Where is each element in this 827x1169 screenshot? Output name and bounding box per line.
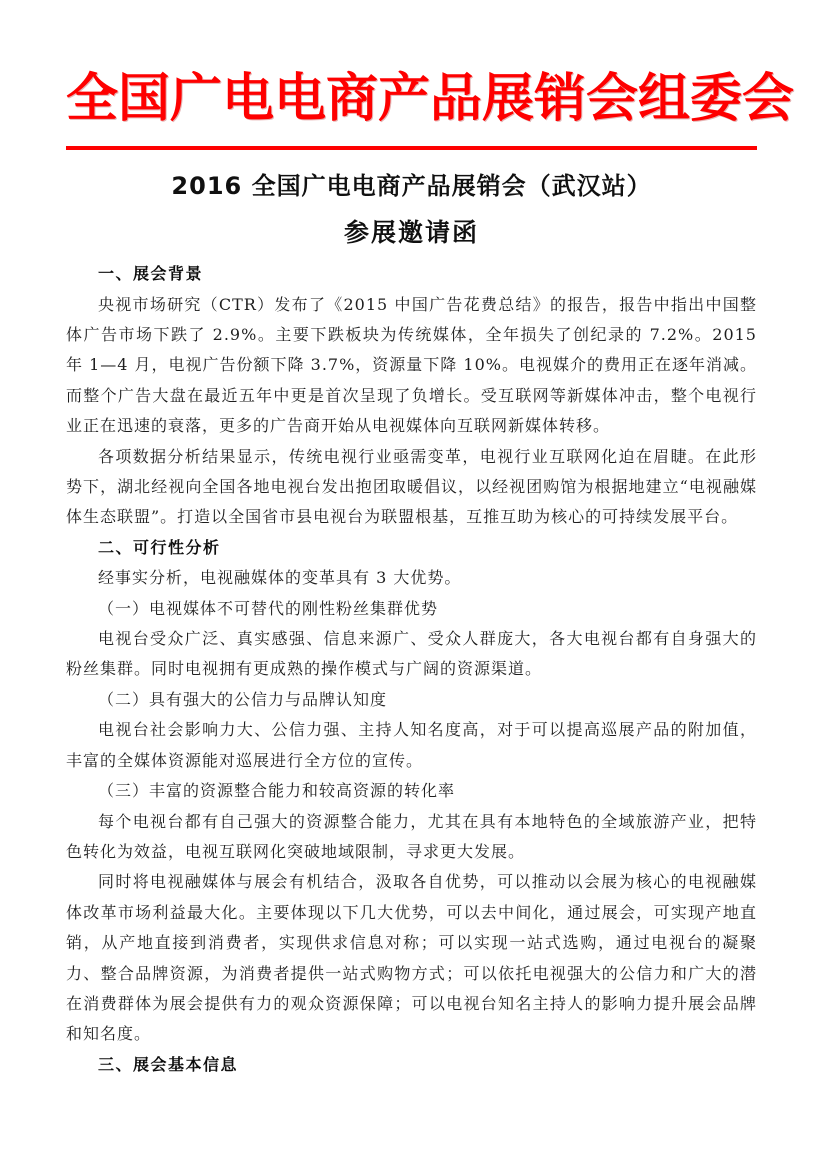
header-divider	[66, 146, 757, 150]
section-heading-background: 一、展会背景	[98, 264, 204, 284]
paragraph: （三）丰富的资源整合能力和较高资源的转化率	[98, 781, 456, 801]
paragraph: 经事实分析，电视融媒体的变革具有 3 大优势。	[98, 568, 462, 588]
paragraph: 各项数据分析结果显示，传统电视行业亟需变革，电视行业互联网化迫在眉睫。在此形势下，湖北经视向全国各地电视台发出抱团取暖倡议，以经视团购馆为根据地建立“电视融媒体生态联盟”。打造以全国省市县电视台为联盟根基，互推互助为核心的可持续发展平台。	[66, 446, 757, 527]
doc-title: 2016 全国广电电商产品展销会（武汉站）	[171, 172, 652, 201]
paragraph: 央视市场研究（CTR）发布了《2015 中国广告花费总结》的报告，报告中指出中国整体广告市场下跌了 2.9%。主要下跌板块为传统媒体，全年损失了创纪录的 7.2%。2015 年 1—4 月，电视广告份额下降 3.7%，资源量下降 10%。电视媒介的费用正在逐年消减。而整个广告大盘在最近五年中更是首次呈现了负增长。受互联网等新媒体冲击，整个电视行业正在迅速的衰落，更多的广告商开始从电视媒体向互联网新媒体转移。	[66, 294, 757, 436]
section-heading-feasibility: 二、可行性分析	[98, 537, 221, 557]
org-title: 全国广电电商产品展销会组委会	[66, 68, 795, 129]
paragraph: 电视台社会影响力大、公信力强、主持人知名度高，对于可以提高巡展产品的附加值，丰富的全媒体资源能对巡展进行全方位的宣传。	[66, 720, 757, 770]
paragraph: 同时将电视融媒体与展会有机结合，汲取各自优势，可以推动以会展为核心的电视融媒体改革市场利益最大化。主要体现以下几大优势，可以去中间化，通过展会，可实现产地直销，从产地直接到消费者，实现供求信息对称；可以实现一站式选购，通过电视台的凝聚力、整合品牌资源，为消费者提供一站式购物方式；可以依托电视强大的公信力和广大的潜在消费群体为展会提供有力的观众资源保障；可以电视台知名主持人的影响力提升展会品牌和知名度。	[66, 872, 757, 1044]
paragraph: （一）电视媒体不可替代的刚性粉丝集群优势	[98, 598, 439, 618]
paragraph: （二）具有强大的公信力与品牌认知度	[98, 689, 388, 709]
paragraph: 电视台受众广泛、真实感强、信息来源广、受众人群庞大，各大电视台都有自身强大的粉丝集群。同时电视拥有更成熟的操作模式与广阔的资源渠道。	[66, 629, 757, 679]
document-body	[66, 259, 757, 1080]
paragraph: 每个电视台都有自己强大的资源整合能力，尤其在具有本地特色的全域旅游产业，把特色转化为效益，电视互联网化突破地域限制，寻求更大发展。	[66, 811, 757, 861]
doc-subtitle: 参展邀请函	[343, 218, 479, 248]
section-heading-basic-info: 三、展会基本信息	[98, 1054, 239, 1074]
